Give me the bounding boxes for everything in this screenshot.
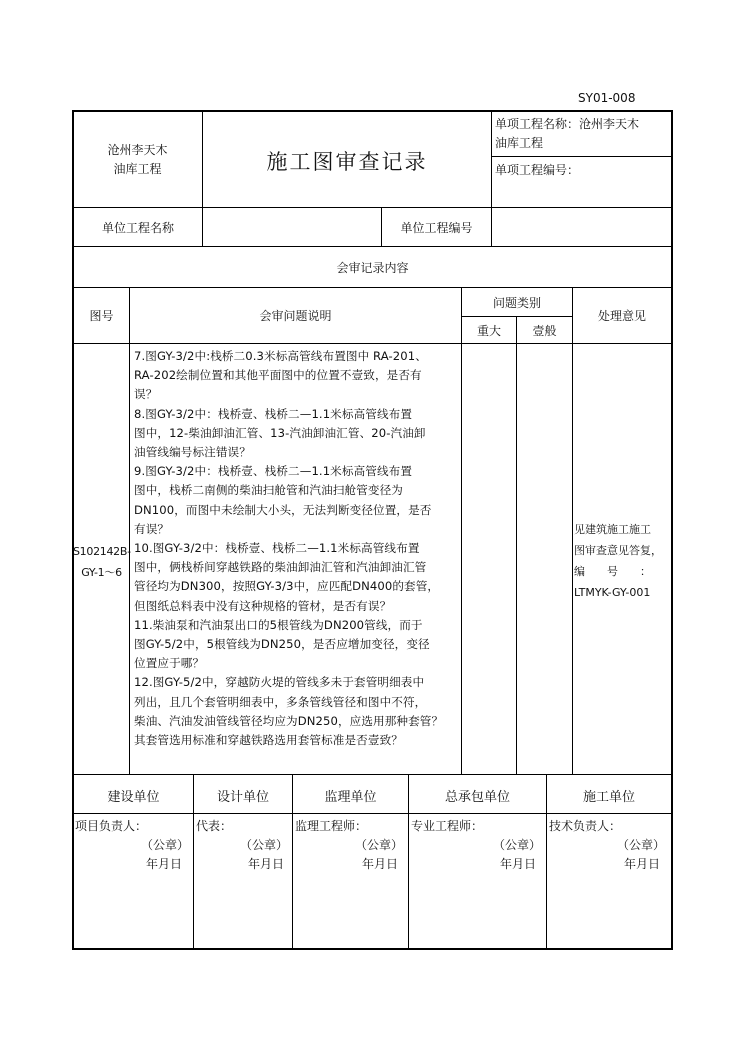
col-major: 重大 [476, 324, 501, 338]
issue-line: 列出，且几个套管明细表中，多条管线管径和图中不符， [134, 694, 427, 709]
issue-line: DN100，而图中未绘制大小头，无法判断变径位置，是否 [134, 502, 432, 517]
table-border-bottom [72, 948, 673, 950]
sig-unit-supervision: 监理单位 [324, 790, 377, 805]
sig-seal: （公章） [355, 838, 404, 852]
sig-role: 专业工程师： [411, 819, 484, 833]
sig-unit-design: 设计单位 [216, 790, 269, 805]
table-border-left [72, 110, 74, 950]
unit-project-code-value [493, 209, 670, 245]
review-section-title: 会审记录内容 [336, 261, 409, 275]
drawing-number: S102142B- GY-1～6 [73, 545, 131, 579]
sig-seal: （公章） [240, 838, 289, 852]
sig-role: 代表： [196, 819, 233, 833]
handling-opinion: 见建筑施工施工 图审查意见答复， 编 号 ： LTMYK-GY-001 [574, 523, 662, 599]
single-project-code-label: 单项工程编号： [495, 163, 580, 177]
doc-code: SY01-008 [578, 91, 636, 105]
issue-line: 图中，俩栈桥间穿越铁路的柴油卸油汇管和汽油卸油汇管 [134, 560, 427, 575]
sig-seal: （公章） [493, 838, 542, 852]
col-handling: 处理意见 [597, 309, 646, 323]
project-name: 沧州李天木 油库工程 [107, 143, 168, 176]
col-description: 会审问题说明 [259, 309, 332, 323]
issue-line: 但图纸总料表中没有这种规格的管材，是否有误？ [134, 598, 392, 613]
sig-date: 年月日 [248, 857, 285, 871]
table-border-top [72, 110, 673, 112]
issue-line: 管径均为DN300，按照GY-3/3中，应匹配DN400的套管， [134, 579, 440, 594]
single-project-name-label: 单项工程名称：沧州李天木 [495, 117, 640, 131]
issue-description [134, 347, 460, 750]
unit-project-code-label: 单位工程编号 [400, 221, 473, 235]
issue-line: 12.图GY-5/2中，穿越防火堤的管线多未于套管明细表中 [134, 675, 425, 690]
sig-date: 年月日 [500, 857, 537, 871]
sig-date: 年月日 [624, 857, 661, 871]
issue-line: 7.图GY-3/2中:栈桥二0.3米标高管线布置图中 RA-201、 [134, 349, 427, 363]
sig-unit-builder: 施工单位 [582, 790, 635, 805]
sig-role: 项目负责人： [75, 819, 148, 833]
col-drawing-no: 图号 [89, 309, 114, 323]
sig-role: 监理工程师： [295, 819, 368, 833]
issue-line: 9.图GY-3/2中：栈桥壹、栈桥二—1.1米标高管线布置 [134, 464, 413, 479]
issue-line: 8.图GY-3/2中：栈桥壹、栈桥二—1.1米标高管线布置 [134, 406, 413, 421]
single-project-name-cont: 油库工程 [495, 136, 544, 150]
sig-role: 技术负责人： [549, 819, 622, 833]
issue-line: 图中，12-柴油卸油汇管、13-汽油卸油汇管、20-汽油卸 [134, 425, 426, 440]
sig-date: 年月日 [146, 857, 183, 871]
sig-unit-general-contractor: 总承包单位 [444, 790, 510, 805]
issue-line: 其套管选用标准和穿越铁路选用套管标准是否壹致？ [134, 733, 403, 748]
form-title: 施工图审查记录 [266, 150, 428, 174]
unit-project-name-label: 单位工程名称 [101, 221, 174, 235]
issue-line: 10.图GY-3/2中：栈桥壹、栈桥二—1.1米标高管线布置 [134, 541, 420, 556]
issue-line: 柴油、汽油发油管线管径均应为DN250，应选用那种套管？ [134, 713, 444, 728]
issue-line: 图GY-5/2中，5根管线为DN250，是否应增加变径，变径 [134, 637, 430, 652]
col-issue-type: 问题类别 [492, 296, 541, 310]
issue-line: 油管线编号标注错误？ [134, 445, 251, 460]
issue-line: 11.柴油泵和汽油泵出口的5根管线为DN200管线，而于 [134, 617, 423, 632]
sig-date: 年月日 [362, 857, 399, 871]
issue-line: 有误？ [134, 521, 170, 536]
col-general: 壹般 [532, 324, 557, 338]
issue-line: 图中，栈桥二南侧的柴油扫舱管和汽油扫舱管变径为 [134, 483, 403, 498]
issue-line: RA-202绘制位置和其他平面图中的位置不壹致，是否有 [134, 368, 422, 383]
sig-unit-construction-owner: 建设单位 [107, 790, 160, 805]
unit-project-name-value [204, 209, 380, 245]
issue-line: 误？ [134, 387, 158, 402]
sig-seal: （公章） [617, 838, 666, 852]
sig-seal: （公章） [141, 838, 190, 852]
issue-line: 位置应于哪？ [134, 656, 205, 671]
table-border-right [671, 110, 673, 950]
